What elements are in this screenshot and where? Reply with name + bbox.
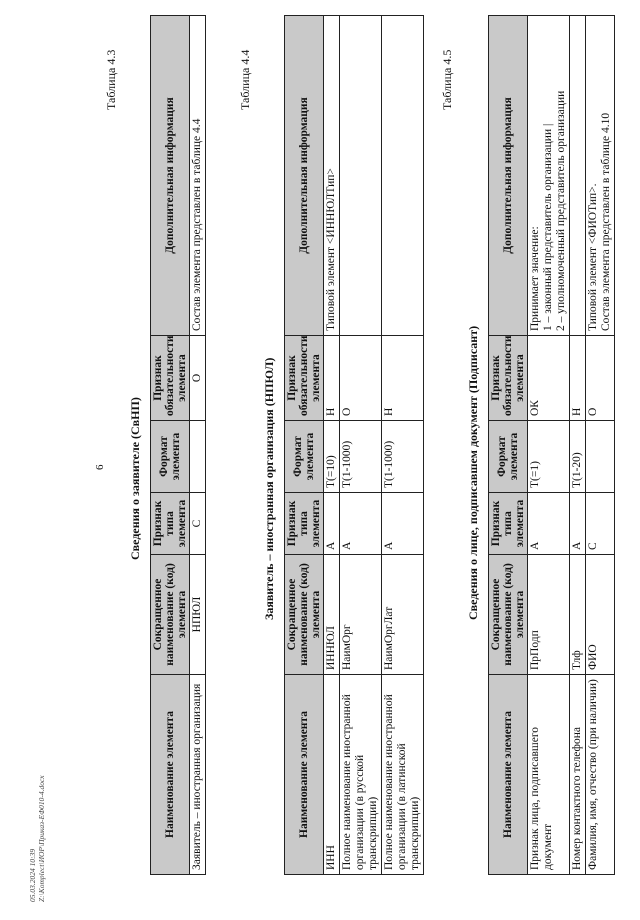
table-title-4-4: Заявитель – иностранная организация (НПЮЛ) [262,357,276,620]
table-title-4-5: Сведения о лице, подписавшем документ (Подписант) [466,325,480,620]
cell-code: ИННЮЛ [324,555,340,675]
cell-code: НаимОрг [340,555,382,675]
header-info: Дополнительная информация [285,16,324,336]
header-type: Признак типа элемента [285,493,324,555]
info-line: Состав элемента представлен в таблице 4.10 [600,112,612,331]
info-line: Принимает значение: [529,226,541,331]
table-header-row [151,16,190,875]
header-name: Наименование элемента [489,675,528,875]
cell-type: С [190,493,206,555]
cell-mandatory: О [190,336,206,421]
header-format: Формат элемента [285,421,324,493]
cell-info [570,16,586,336]
cell-type: А [340,493,382,555]
cell-info [340,16,382,336]
cell-format: Т(1-20) [570,421,586,493]
header-code: Сокращенное наименование (код) элемента [489,555,528,675]
cell-code: ФИО [586,555,615,675]
table-row [528,16,570,875]
table-4-4 [284,15,424,875]
cell-format: Т(=10) [324,421,340,493]
cell-format: Т(=1) [528,421,570,493]
table-caption-4-3: Таблица 4.3 [104,49,118,110]
header-type: Признак типа элемента [489,493,528,555]
cell-format: Т(1-1000) [340,421,382,493]
file-footer [28,775,46,902]
cell-mandatory: О [586,336,615,421]
cell-name: Номер контактного телефона [570,675,586,875]
cell-format [586,421,615,493]
page-number: 6 [94,464,106,470]
table-4-5 [488,15,615,875]
cell-info [586,16,615,336]
header-name: Наименование элемента [151,675,190,875]
table-title-4-3: Сведения о заявителе (СвНП) [128,397,142,560]
cell-type: А [528,493,570,555]
header-code: Сокращенное наименование (код) элемента [151,555,190,675]
header-mandatory: Признак обязательности элемента [489,336,528,421]
table-row [324,16,340,875]
header-format: Формат элемента [151,421,190,493]
cell-code: НаимОргЛат [382,555,424,675]
header-mandatory: Признак обязательности элемента [151,336,190,421]
table-caption-4-5: Таблица 4.5 [440,49,454,110]
table-row [340,16,382,875]
cell-code: Тлф [570,555,586,675]
header-code: Сокращенное наименование (код) элемента [285,555,324,675]
cell-mandatory: Н [570,336,586,421]
info-line: 2 – уполномоченный представитель организации [555,90,567,331]
table-caption-4-4: Таблица 4.4 [238,49,252,110]
cell-name: Фамилия, имя, отчество (при наличии) [586,675,615,875]
cell-info [528,16,570,336]
info-line: 1 – законный представитель организации | [542,123,554,331]
table-header-row [285,16,324,875]
cell-type: А [324,493,340,555]
table-row [190,16,206,875]
cell-mandatory: ОК [528,336,570,421]
header-mandatory: Признак обязательности элемента [285,336,324,421]
cell-name: Полное наименование иностранной организации (в русской транскрипции) [340,675,382,875]
cell-code: НПЮЛ [190,555,206,675]
header-format: Формат элемента [489,421,528,493]
info-line: Типовой элемент <ФИОТип>. [587,183,599,331]
header-info: Дополнительная информация [151,16,190,336]
header-type: Признак типа элемента [151,493,190,555]
cell-type: С [586,493,615,555]
table-header-row [489,16,528,875]
table-row [570,16,586,875]
cell-name: Заявитель – иностранная организация [190,675,206,875]
cell-mandatory: О [340,336,382,421]
footer-timestamp: 05.03.2024 10:39 [28,848,37,902]
cell-name: ИНН [324,675,340,875]
table-row [382,16,424,875]
cell-format [190,421,206,493]
cell-format: Т(1-1000) [382,421,424,493]
header-name: Наименование элемента [285,675,324,875]
cell-type: А [570,493,586,555]
cell-info [382,16,424,336]
table-4-3 [150,15,206,875]
cell-code: ПрПодп [528,555,570,675]
cell-mandatory: Н [382,336,424,421]
cell-info: Состав элемента представлен в таблице 4.4 [190,16,206,336]
footer-path: Z:\Komplect\ИОР\Приказ-ЕФ010-4.docx [37,775,46,902]
header-info: Дополнительная информация [489,16,528,336]
table-row [586,16,615,875]
cell-info: Типовой элемент <ИННЮЛТип> [324,16,340,336]
cell-name: Полное наименование иностранной организации (в латинской транскрипции) [382,675,424,875]
cell-type: А [382,493,424,555]
cell-name: Признак лица, подписавшего документ [528,675,570,875]
cell-mandatory: Н [324,336,340,421]
